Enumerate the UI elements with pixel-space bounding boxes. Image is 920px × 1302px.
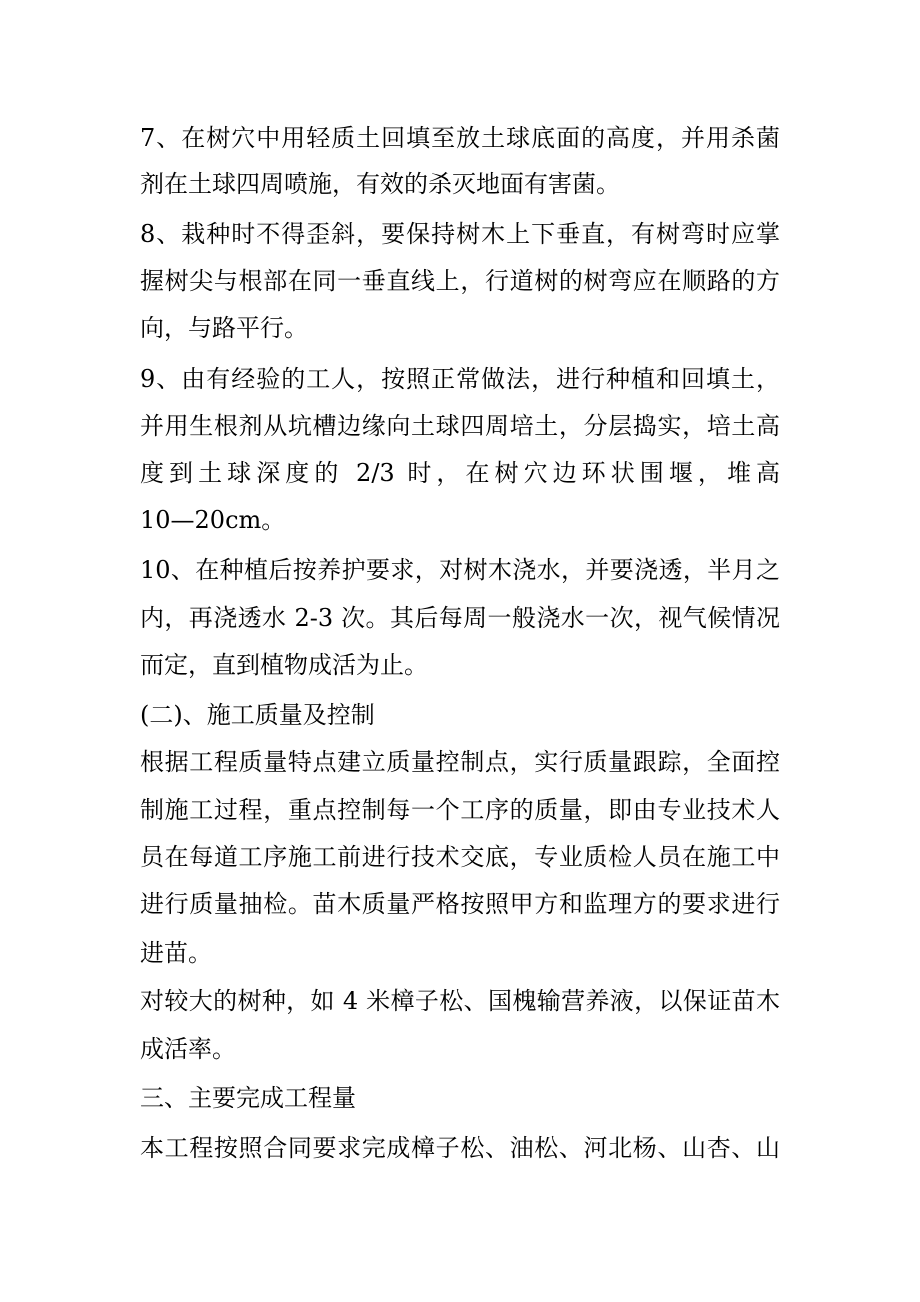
text-line: 度到土球深度的 2/3 时，在树穴边环状围堰，堆高 xyxy=(140,459,780,487)
text-line: 进苗。 xyxy=(140,939,212,967)
text-line: 握树尖与根部在同一垂直线上，行道树的树弯应在顺路的方 xyxy=(140,267,780,295)
section-heading: (二)、施工质量及控制 xyxy=(140,701,375,729)
text-line: 进行质量抽检。苗木质量严格按照甲方和监理方的要求进行 xyxy=(140,890,780,918)
text-line: 9、由有经验的工人，按照正常做法，进行种植和回填土， xyxy=(140,365,780,393)
text-line: 成活率。 xyxy=(140,1035,236,1063)
text-line: 制施工过程，重点控制每一个工序的质量，即由专业技术人 xyxy=(140,796,780,824)
text-line: 对较大的树种，如 4 米樟子松、国槐输营养液，以保证苗木 xyxy=(140,987,780,1015)
text-line: 根据工程质量特点建立质量控制点，实行质量跟踪，全面控 xyxy=(140,748,780,776)
text-line: 10、在种植后按养护要求，对树木浇水，并要浇透，半月之 xyxy=(140,556,780,584)
text-line: 员在每道工序施工前进行技术交底，专业质检人员在施工中 xyxy=(140,843,780,871)
text-line: 10—20cm。 xyxy=(140,506,286,534)
text-line: 而定，直到植物成活为止。 xyxy=(140,651,428,679)
text-line: 7、在树穴中用轻质土回填至放土球底面的高度，并用杀菌 xyxy=(140,124,780,152)
text-line: 并用生根剂从坑槽边缘向土球四周培土，分层捣实，培土高 xyxy=(140,412,780,440)
text-line: 剂在土球四周喷施，有效的杀灭地面有害菌。 xyxy=(140,170,620,198)
text-line: 本工程按照合同要求完成樟子松、油松、河北杨、山杏、山 xyxy=(140,1134,780,1162)
section-heading: 三、主要完成工程量 xyxy=(140,1084,356,1112)
text-line: 内，再浇透水 2-3 次。其后每周一般浇水一次，视气候情况 xyxy=(140,604,780,632)
text-line: 8、栽种时不得歪斜，要保持树木上下垂直，有树弯时应掌 xyxy=(140,220,780,248)
text-line: 向，与路平行。 xyxy=(140,314,308,342)
